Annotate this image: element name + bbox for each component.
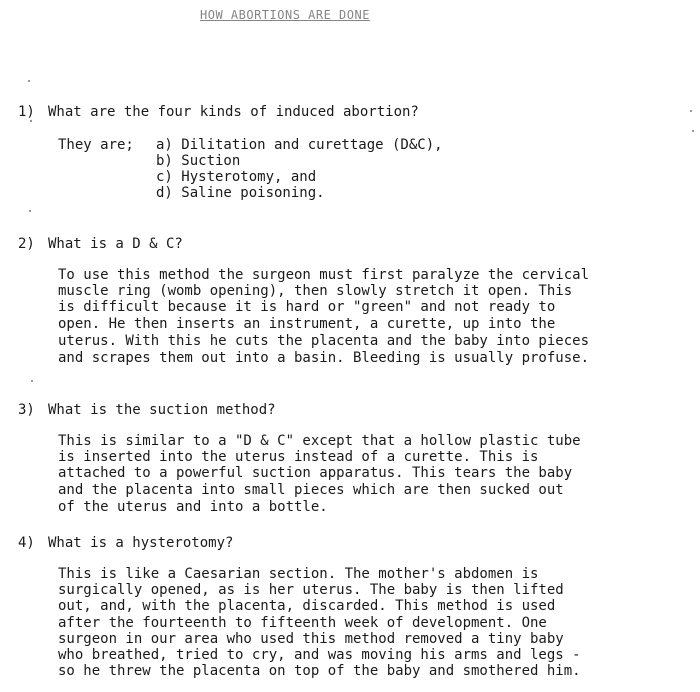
answer-line: who breathed, tried to cry, and was moving his arms and legs - [58,647,581,663]
answer-line: so he threw the placenta on top of the baby and smothered him. [58,663,581,679]
question-text: What is a hysterotomy? [48,535,234,551]
document-title: HOW ABORTIONS ARE DONE [200,8,370,22]
question-number: 4) [18,535,35,551]
answer-line: surgically opened, as is her uterus. The baby is then lifted [58,582,564,598]
list-item: a) Dilitation and curettage (D&C), [156,137,443,153]
answer-line: of the uterus and into a bottle. [58,499,328,515]
answer-intro: They are; [58,137,134,153]
answer-line: out, and, with the placenta, discarded. This method is used [58,598,556,614]
list-item: d) Saline poisoning. [156,185,325,201]
answer-line: and the placenta into small pieces which are then sucked out [58,482,564,498]
answer-line: To use this method the surgeon must first paralyze the cervical [58,267,590,283]
question-number: 1) [18,104,35,120]
question-text: What is a D & C? [48,236,183,252]
scan-speck [690,110,692,112]
answer-line: attached to a powerful suction apparatus. This tears the baby [58,465,573,481]
answer-line: open. He then inserts an instrument, a curette, up into the [58,316,556,332]
answer-line: muscle ring (womb opening), then slowly stretch it open. This [58,283,573,299]
answer-line: surgeon in our area who used this method removed a tiny baby [58,631,564,647]
answer-line: This is like a Caesarian section. The mother's abdomen is [58,566,539,582]
answer-line: uterus. With this he cuts the placenta and the baby into pieces [58,333,590,349]
answer-line: after the fourteenth to fifteenth week of development. One [58,615,547,631]
question-number: 2) [18,236,35,252]
scan-speck [692,130,694,132]
answer-line: This is similar to a "D & C" except that a hollow plastic tube [58,433,581,449]
scan-speck [30,120,32,122]
list-item: b) Suction [156,153,241,169]
scan-speck [29,210,31,212]
scan-speck [31,380,33,382]
answer-line: is difficult because it is hard or "green" and not ready to [58,299,556,315]
question-text: What is the suction method? [48,402,276,418]
list-item: c) Hysterotomy, and [156,169,317,185]
scan-speck [28,80,30,82]
answer-line: is inserted into the uterus instead of a curette. This is [58,449,539,465]
answer-line: and scrapes them out into a basin. Bleeding is usually profuse. [58,350,590,366]
question-text: What are the four kinds of induced abortion? [48,104,419,120]
question-number: 3) [18,402,35,418]
